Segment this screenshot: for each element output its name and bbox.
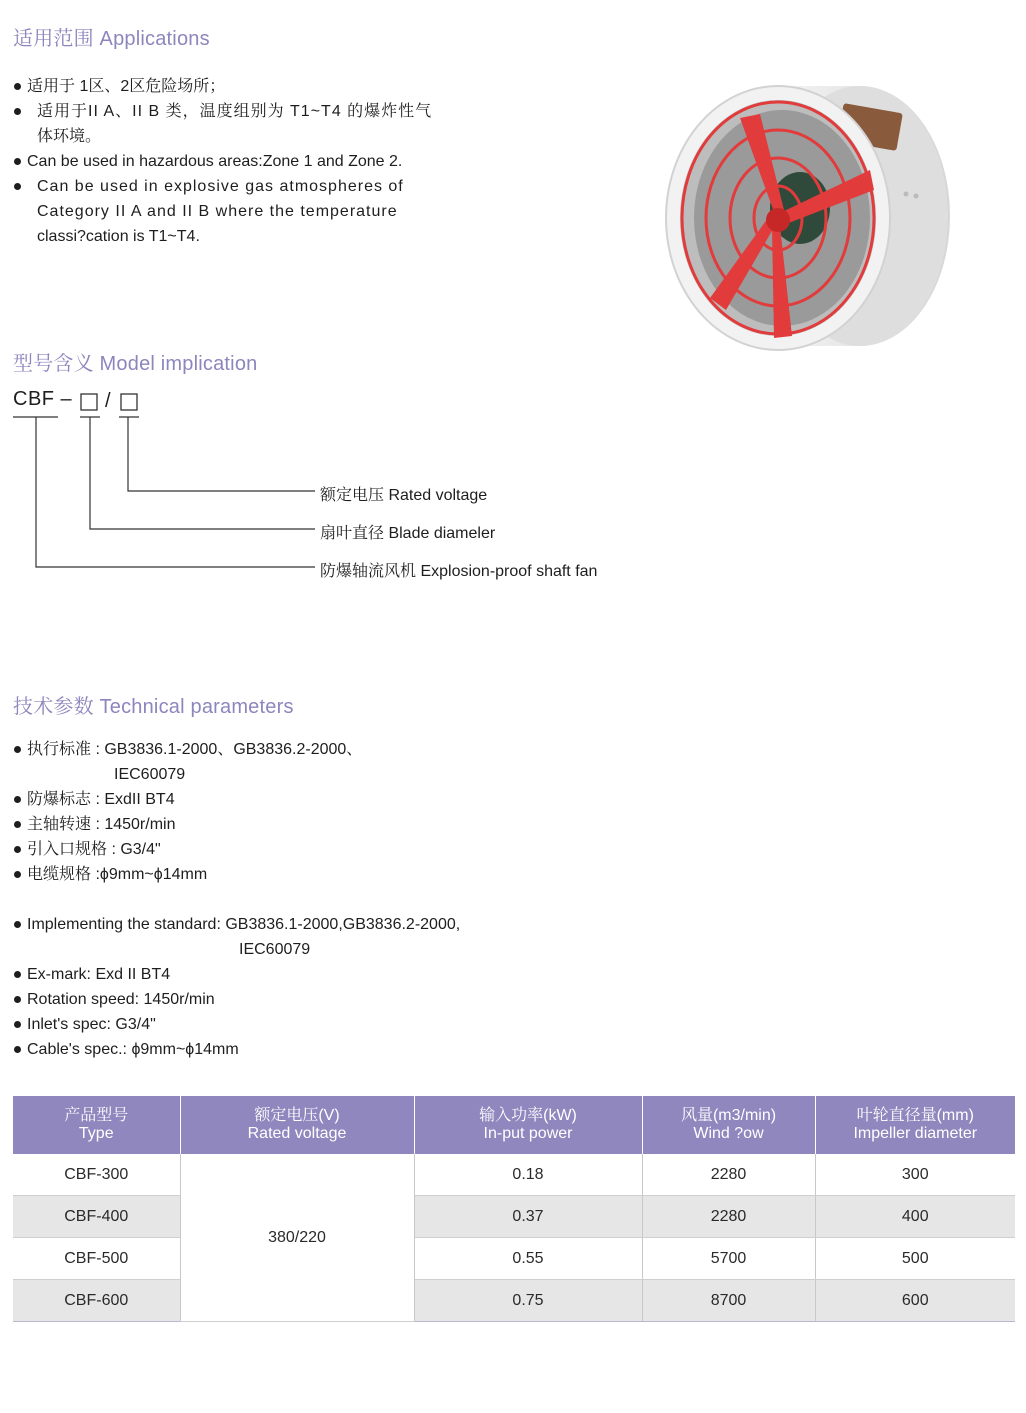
list-item-text: Can be used in hazardous areas:Zone 1 and Zone 2. [27,153,403,170]
list-item [13,962,460,987]
cell-type: CBF-600 [13,1280,180,1322]
model-title: 型号含义 Model implication [13,353,258,375]
list-item-text: classi?cation is T1~T4. [37,228,200,245]
list-item [13,812,362,837]
list-item-text: Inlet's spec: G3/4" [27,1016,156,1033]
list-item-text: 主轴转速 : 1450r/min [27,816,176,833]
spec-table [13,1096,1015,1322]
header-power: 输入功率(kW) In-put power [414,1096,642,1154]
list-item [13,74,432,99]
list-item [13,787,362,812]
list-item-text: IEC60079 [114,766,186,783]
list-item [13,837,362,862]
header-flow: 风量(m3/min) Wind ?ow [642,1096,815,1154]
list-item-text: Can be used in explosive gas atmospheres of [37,178,404,195]
header-voltage: 额定电压(V) Rated voltage [180,1096,414,1154]
model-box-1 [81,394,97,410]
applications-title: 适用范围 Applications [13,28,210,50]
list-item-text: Cable's spec.: ϕ9mm~ϕ14mm [27,1041,239,1058]
cell-power: 0.18 [414,1154,642,1196]
list-item-text: Rotation speed: 1450r/min [27,991,215,1008]
cell-diameter: 500 [815,1238,1015,1280]
cell-flow: 8700 [642,1280,815,1322]
list-item-text: 体环境。 [37,128,102,145]
list-item-text: Implementing the standard: GB3836.1-2000,GB3836.2-2000, [27,916,461,933]
model-label-voltage: 额定电压 Rated voltage [320,487,488,504]
cell-flow: 2280 [642,1154,815,1196]
table-row [13,1238,1015,1280]
cell-voltage: 380/220 [180,1154,414,1322]
table-row [13,1196,1015,1238]
model-box-2 [121,394,137,410]
cell-flow: 2280 [642,1196,815,1238]
technical-cn-list [13,737,362,887]
table-row [13,1154,1015,1196]
model-label-blade: 扇叶直径 Blade diameler [320,525,496,542]
list-item [13,1037,460,1062]
list-item [13,149,432,174]
model-code [13,388,72,411]
list-item-text: 适用于 1区、2区危险场所； [27,78,226,95]
cell-type: CBF-400 [13,1196,180,1238]
explosion-proof-fan-image [660,78,960,354]
technical-title: 技术参数 Technical parameters [13,696,294,718]
model-code-separator: / [105,390,111,412]
list-item [13,912,460,962]
cell-power: 0.55 [414,1238,642,1280]
header-type: 产品型号 Type [13,1096,180,1154]
list-item-text: Category II A and II B where the temperature [37,203,398,220]
list-item [13,99,432,149]
table-row [13,1280,1015,1322]
list-item [13,174,432,249]
list-item-text: 引入口规格 : G3/4" [27,841,161,858]
list-item-text: Ex-mark: Exd II BT4 [27,966,171,983]
cell-power: 0.37 [414,1196,642,1238]
cell-flow: 5700 [642,1238,815,1280]
cell-power: 0.75 [414,1280,642,1322]
list-item [13,737,362,787]
cell-type: CBF-500 [13,1238,180,1280]
cell-diameter: 400 [815,1196,1015,1238]
list-item [13,862,362,887]
header-diameter: 叶轮直径量(mm) Impeller diameter [815,1096,1015,1154]
list-item-text: 电缆规格 :ϕ9mm~ϕ14mm [27,866,208,883]
cell-diameter: 300 [815,1154,1015,1196]
list-item [13,987,460,1012]
model-label-fan: 防爆轴流风机 Explosion-proof shaft fan [320,563,598,580]
cell-type: CBF-300 [13,1154,180,1196]
model-code-prefix: CBF – [13,388,73,410]
list-item-text: 适用于II A、II B 类，温度组别为 T1~T4 的爆炸性气 [37,103,433,120]
list-item-text: IEC60079 [239,941,311,958]
list-item-text: 防爆标志 : ExdII BT4 [27,791,175,808]
table-header-row [13,1096,1015,1154]
list-item [13,1012,460,1037]
technical-en-list [13,912,460,1062]
cell-diameter: 600 [815,1280,1015,1322]
list-item-text: 执行标准 : GB3836.1-2000、GB3836.2-2000、 [27,741,363,758]
applications-list [13,74,432,249]
